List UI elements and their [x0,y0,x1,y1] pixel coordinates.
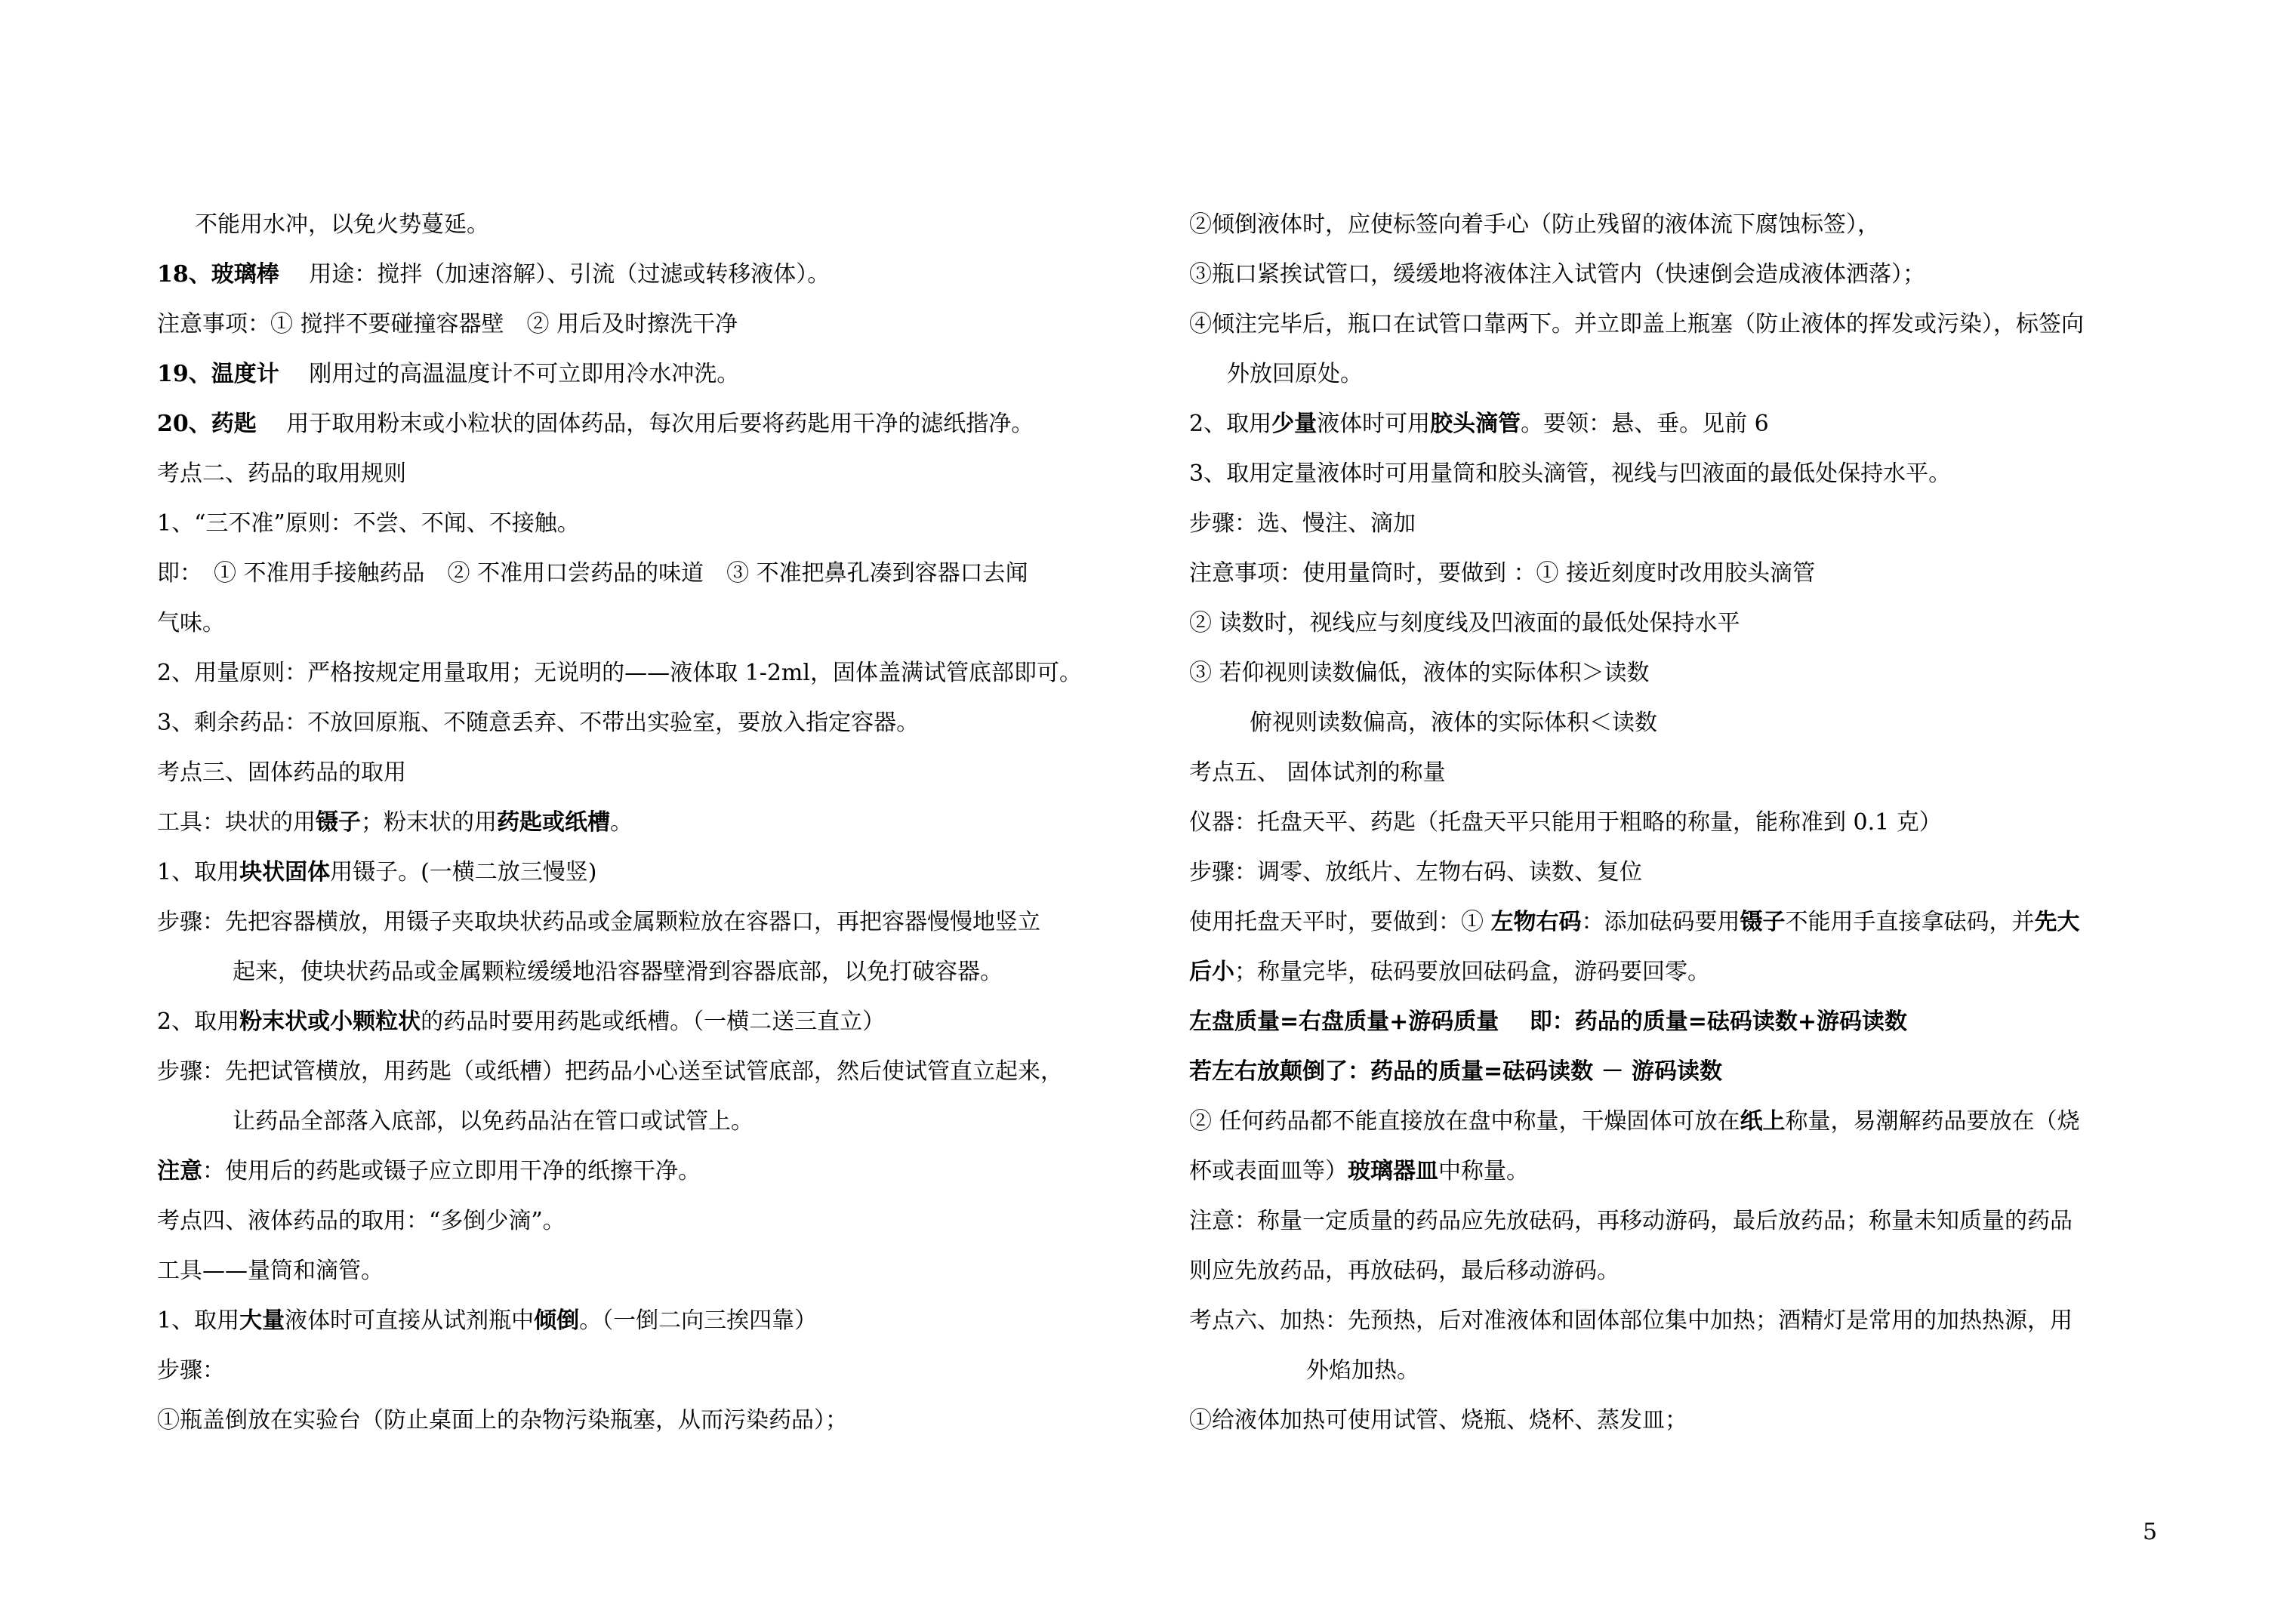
bold-text: 注意 [157,1158,202,1184]
text-segment: 起来，使块状药品或金属颗粒缓缓地沿容器壁滑到容器底部，以免打破容器。 [233,959,1003,985]
text-segment: 注意：称量一定质量的药品应先放砝码，再移动游码，最后放药品；称量未知质量的药品 [1189,1208,2073,1234]
text-line [157,1196,1161,1246]
text-line [1189,300,2186,350]
text-segment: 1、取用 [157,859,240,885]
text-line [1189,648,2186,698]
text-line [157,947,1161,997]
text-line [157,1047,1161,1097]
text-line [157,1147,1161,1196]
text-line [157,1246,1161,1296]
bold-text: 左物右码 [1490,909,1582,935]
text-line [1189,599,2186,648]
text-line [1189,1346,2186,1396]
text-line [1189,798,2186,848]
text-segment: 2、取用 [157,1009,240,1035]
text-segment: 注意事项：使用量筒时，要做到 ：① 接近刻度时改用胶头滴管 [1189,560,1816,587]
text-segment: 考点三、固体药品的取用 [157,759,406,786]
page-number: 5 [2143,1519,2158,1545]
bold-text: 玻璃器皿 [1348,1158,1438,1184]
text-segment: 1、取用 [157,1307,240,1334]
bold-text: 倾倒 [534,1307,580,1334]
text-line [157,250,1161,300]
text-segment: ③瓶口紧挨试管口，缓缓地将液体注入试管内（快速倒会造成液体洒落）； [1189,261,1925,288]
text-segment: 工具：块状的用 [157,809,316,836]
text-line [1189,997,2186,1047]
text-segment: ② 读数时，视线应与刻度线及凹液面的最低处保持水平 [1189,610,1740,636]
text-line [157,648,1161,698]
bold-text: 18、玻璃棒 [157,261,279,288]
text-segment: 步骤：选、慢注、滴加 [1189,510,1416,537]
text-segment: 考点五、 固体试剂的称量 [1189,759,1446,786]
bold-text: 块状固体 [239,859,331,885]
text-segment: 。 [610,809,633,836]
text-segment: 考点二、药品的取用规则 [157,460,406,487]
text-segment: 注意事项：① 搅拌不要碰撞容器壁 ② 用后及时擦洗干净 [157,311,738,337]
text-segment: 。（一倒二向三挨四靠） [579,1307,818,1334]
text-segment: 步骤：调零、放纸片、左物右码、读数、复位 [1189,859,1642,885]
text-segment: ④倾注完毕后，瓶口在试管口靠两下。并立即盖上瓶塞（防止液体的挥发或污染），标签向 [1189,311,2084,337]
text-segment: 俯视则读数偏高，液体的实际体积＜读数 [1250,710,1657,736]
text-line [1189,549,2186,599]
text-segment: ：使用后的药匙或镊子应立即用干净的纸擦干净。 [202,1158,701,1184]
text-segment: 步骤：先把试管横放，用药匙（或纸槽）把药品小心送至试管底部，然后使试管直立起来， [157,1058,1063,1085]
text-segment: ①给液体加热可使用试管、烧瓶、烧杯、蒸发皿； [1189,1407,1687,1434]
text-segment: 气味。 [157,610,225,636]
text-segment: 步骤：先把容器横放，用镊子夹取块状药品或金属颗粒放在容器口，再把容器慢慢地竖立 [157,909,1040,935]
bold-text: 粉末状或小颗粒状 [239,1009,421,1035]
bold-text: 若左右放颠倒了：药品的质量=砝码读数 － 游码读数 [1189,1058,1723,1085]
text-line [157,1346,1161,1396]
text-line [1189,350,2186,399]
text-line [1189,449,2186,499]
text-segment: 3、剩余药品：不放回原瓶、不随意丢弃、不带出实验室，要放入指定容器。 [157,710,920,736]
text-line [1189,698,2186,748]
text-line [1189,1196,2186,1246]
text-line [157,997,1161,1047]
text-segment: 步骤： [157,1357,225,1384]
text-line [157,549,1161,599]
text-line [1189,947,2186,997]
text-line [157,748,1161,798]
text-segment: 仪器：托盘天平、药匙（托盘天平只能用于粗略的称量，能称准到 0.1 克） [1189,809,1942,836]
bold-text: 大量 [239,1307,285,1334]
text-segment: 用于取用粉末或小粒状的固体药品，每次用后要将药匙用干净的滤纸揩净。 [256,411,1034,437]
text-segment: 不能用手直接拿砝码，并 [1785,909,2035,935]
text-line [157,898,1161,947]
bold-text: 纸上 [1740,1108,1786,1135]
text-line [157,848,1161,898]
right-column [1189,200,2186,1446]
text-line [1189,250,2186,300]
text-segment: 工具——量筒和滴管。 [157,1258,384,1284]
text-segment: 不能用水冲，以免火势蔓延。 [195,211,489,238]
text-segment: 2、用量原则：严格按规定用量取用；无说明的——液体取 1-2ml，固体盖满试管底部即可。 [157,660,1082,686]
text-segment: ② 任何药品都不能直接放在盘中称量，干燥固体可放在 [1189,1108,1740,1135]
text-segment: 用途：搅拌（加速溶解）、引流（过滤或转移液体）。 [279,261,831,288]
text-segment: 考点六、加热：先预热，后对准液体和固体部位集中加热；酒精灯是常用的加热热源，用 [1189,1307,2073,1334]
bold-text: 胶头滴管 [1430,411,1521,437]
text-segment: ①瓶盖倒放在实验台（防止桌面上的杂物污染瓶塞，从而污染药品）； [157,1407,848,1434]
text-segment: 1、“三不准”原则：不尝、不闻、不接触。 [157,510,580,537]
text-segment: ；粉末状的用 [361,809,497,836]
text-segment: 用镊子。(一横二放三慢竖) [330,859,597,885]
bold-text: 少量 [1271,411,1318,437]
text-line [1189,748,2186,798]
text-segment: 外放回原处。 [1227,361,1363,387]
text-line [1189,1097,2186,1147]
text-line [1189,399,2186,449]
text-segment: 杯或表面皿等） [1189,1158,1348,1184]
text-segment: 外焰加热。 [1306,1357,1419,1384]
text-segment: 。要领：悬、垂。见前 6 [1521,411,1769,437]
text-line [157,449,1161,499]
text-segment: 即： ① 不准用手接触药品 ② 不准用口尝药品的味道 ③ 不准把鼻孔凑到容器口去闻 [157,560,1028,587]
bold-text: 药匙或纸槽 [497,809,610,836]
text-line [157,350,1161,399]
text-line [157,698,1161,748]
bold-text: 镊子 [1740,909,1786,935]
bold-text: 先大 [2034,909,2080,935]
text-segment: 则应先放药品，再放砝码，最后移动游码。 [1189,1258,1620,1284]
text-segment: ③ 若仰视则读数偏低，液体的实际体积＞读数 [1189,660,1650,686]
text-segment: 使用托盘天平时，要做到：① [1189,909,1491,935]
text-segment: 的药品时要用药匙或纸槽。（一横二送三直立） [421,1009,886,1035]
text-line [1189,1396,2186,1446]
bold-text: 后小 [1189,959,1234,985]
text-segment: 液体时可直接从试剂瓶中 [285,1307,535,1334]
text-segment: 刚用过的高温温度计不可立即用冷水冲洗。 [279,361,740,387]
text-line [157,200,1161,250]
bold-text: 20、药匙 [157,411,257,437]
text-line [157,499,1161,549]
left-column [157,200,1161,1446]
bold-text: 左盘质量=右盘质量+游码质量 即：药品的质量=砝码读数+游码读数 [1189,1009,1907,1035]
text-line [157,300,1161,350]
text-segment: ②倾倒液体时，应使标签向着手心（防止残留的液体流下腐蚀标签）， [1189,211,1880,238]
text-line [157,399,1161,449]
text-segment: ；称量完毕，砝码要放回砝码盒，游码要回零。 [1234,959,1710,985]
text-line [1189,848,2186,898]
text-line [1189,1147,2186,1196]
text-segment: 液体时可用 [1317,411,1431,437]
bold-text: 镊子 [316,809,361,836]
text-segment: 3、取用定量液体时可用量筒和胶头滴管，视线与凹液面的最低处保持水平。 [1189,460,1952,487]
text-segment: ：添加砝码要用 [1581,909,1740,935]
text-segment: 考点四、液体药品的取用：“多倒少滴”。 [157,1208,566,1234]
text-line [157,1097,1161,1147]
text-line [157,1396,1161,1446]
text-line [1189,898,2186,947]
text-line [157,798,1161,848]
text-segment: 中称量。 [1438,1158,1529,1184]
text-line [1189,499,2186,549]
text-line [1189,1047,2186,1097]
text-segment: 2、取用 [1189,411,1272,437]
text-line [1189,1296,2186,1346]
text-line [157,599,1161,648]
text-line [157,1296,1161,1346]
text-line [1189,200,2186,250]
text-segment: 称量，易潮解药品要放在（烧 [1785,1108,2080,1135]
text-line [1189,1246,2186,1296]
text-segment: 让药品全部落入底部，以免药品沾在管口或试管上。 [233,1108,754,1135]
bold-text: 19、温度计 [157,361,279,387]
